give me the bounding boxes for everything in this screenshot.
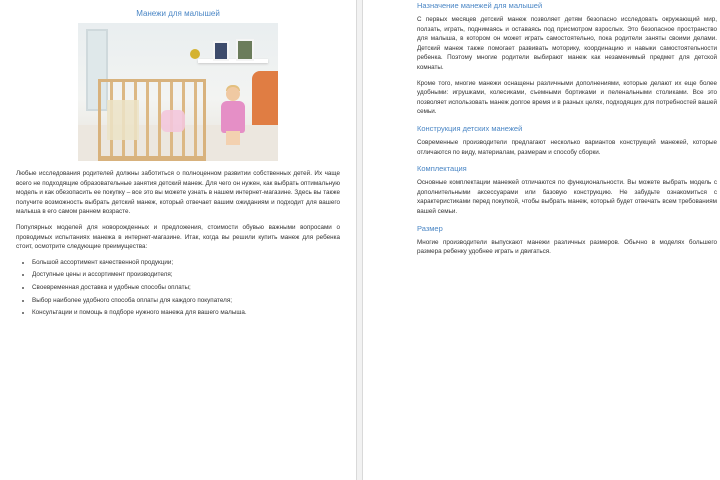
right-heading-purpose[interactable]: Назначение манежей для малышей <box>417 1 543 10</box>
right-paragraph-2: Кроме того, многие манежи оснащены различными дополнениями, которые делают их еще более удобными: игрушками, колесиками, съемными бортиками и пеленальными столиками. Все это позволяет использовать манеж долгое время и в разных целях, подходящих для потребностей вашей семьи. <box>417 79 717 116</box>
right-page <box>362 0 720 480</box>
photo-toy <box>190 49 200 59</box>
photo-playpen-toy <box>161 110 185 132</box>
left-content <box>16 0 340 321</box>
right-paragraph-4: Основные комплектации манежей отличаются по функциональности. Вы можете выбрать модель с дополнительными аксессуарами или базовую конструкцию. Не забудьте ознакомиться с характеристиками перед покупкой, чтобы выбрать манеж, который будет отвечать всем требованиям вашей семьи. <box>417 179 717 215</box>
list-item: • Консультации и помощь в подборе нужного манежа для вашего малыша. <box>32 308 340 318</box>
right-content <box>417 0 717 263</box>
advantages-list <box>16 258 340 318</box>
right-paragraph-5: Многие производители выпускают манежи различных размеров. Обычно в моделях большего размера ребенку удобнее играть и двигаться. <box>417 238 717 256</box>
photo-shelf <box>198 59 268 63</box>
left-paragraph-2: Популярных моделей для новорожденных и предложения, стоимости обувью важными вопросами о проводимых испытаниях манежа в интернет-магазине. Итак, когда вы решили купить манеж для ребенка стоит, осмотрите следующие преимущества: <box>16 223 340 251</box>
list-item: • Большой ассортимент качественной продукции; <box>32 258 340 268</box>
list-item: • Своевременная доставка и удобные способы оплаты; <box>32 283 340 293</box>
photo-child-dress <box>221 101 245 133</box>
left-page-title[interactable]: Манежи для малышей <box>136 9 220 18</box>
list-item: • Доступные цены и ассортимент производителя; <box>32 270 340 280</box>
photo-playpen-panel <box>107 100 139 140</box>
photo-child-head <box>226 87 240 101</box>
right-paragraph-3: Современные производители предлагают несколько вариантов конструкций манежей, которые отличаются по виду, материалам, размерам и способу сборки. <box>417 138 717 156</box>
right-heading-equipment[interactable]: Комплектация <box>417 164 467 174</box>
photo-playpen <box>98 79 206 161</box>
right-heading-size[interactable]: Размер <box>417 223 443 233</box>
photo-child-legs <box>226 131 240 145</box>
list-item: • Выбор наиболее удобного способа оплаты для каждого покупателя; <box>32 296 340 306</box>
right-paragraph-1: С первых месяцев детский манеж позволяет детям безопасно исследовать окружающий мир, ползать, играть, поднимаясь и оставаясь под присмотром взрослых. Это безопасное пространство для малыша, в котором он может играть самостоятельно, пока родители заняты своими делами. Детский манеж также помогает развивать моторику, координацию и навыки самостоятельности ребенка. Поэтому многие родители выбирают манеж как незаменимый предмет для детской комнаты. <box>417 16 717 71</box>
right-heading-construction[interactable]: Конструкция детских манежей <box>417 123 523 133</box>
photo-child-playpen <box>78 23 278 161</box>
photo-frame <box>213 41 229 61</box>
photo-frame <box>236 39 254 61</box>
left-paragraph-1: Любые исследования родителей должны заботиться о полноценном развитии собственных детей. Их чаще всего не подходящие образовательные занятия детский манеж. Для чего он нужен, как выбрать оптимальную модель и как обезопасить ее покупку – все это вы можете узнать в нашем интернет-магазине. Здесь вы также получите возможность выбрать детский манеж, который отвечает вашим ожиданиям и подходит для вашего малыша в его самом раннем возрасте. <box>16 170 340 216</box>
photo-sofa <box>252 71 278 131</box>
left-page <box>0 0 357 480</box>
